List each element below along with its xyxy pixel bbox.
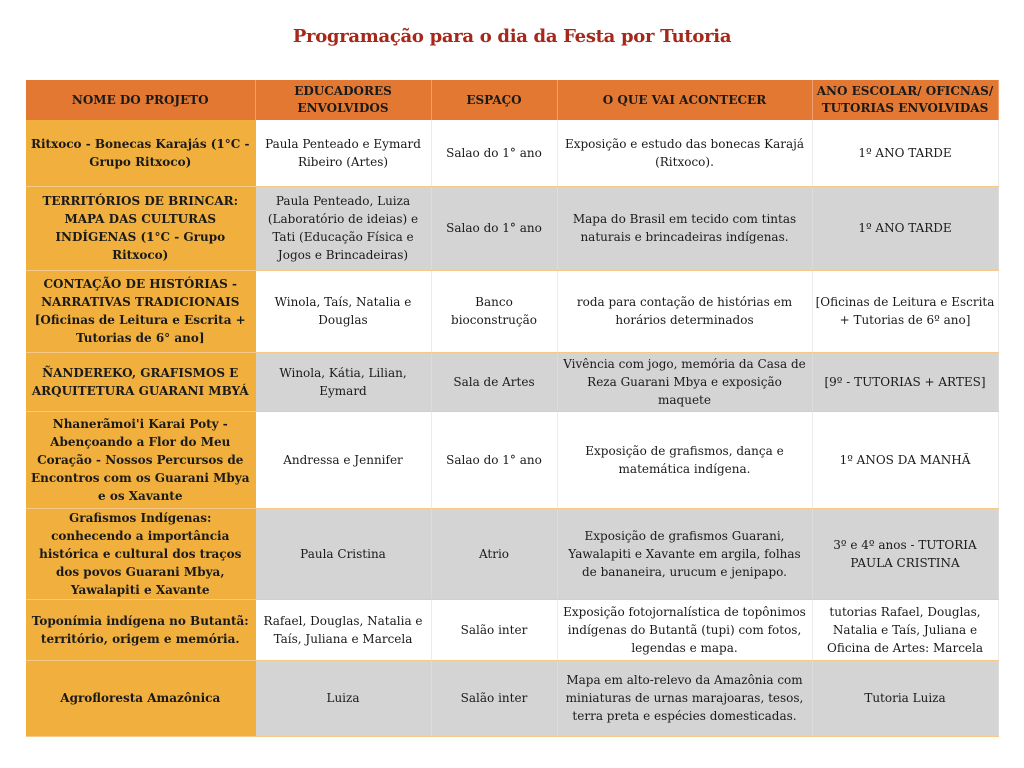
table-row (26, 120, 998, 186)
space-cell: Salão inter (431, 599, 557, 660)
table-row (26, 599, 998, 660)
space-cell: Salão inter (431, 660, 557, 736)
description-cell: Exposição e estudo das bonecas Karajá (Ritxoco). (557, 120, 812, 186)
description-cell: Exposição de grafismos, dança e matemática indígena. (557, 411, 812, 508)
table-row (26, 508, 998, 599)
header-what-happens: O QUE VAI ACONTECER (557, 80, 812, 120)
space-cell: Salao do 1° ano (431, 186, 557, 270)
school-year-cell: 1º ANO TARDE (812, 186, 998, 270)
description-cell: Mapa do Brasil em tecido com tintas naturais e brincadeiras indígenas. (557, 186, 812, 270)
table-row (26, 411, 998, 508)
page-title: Programação para o dia da Festa por Tutoria (292, 26, 732, 47)
educators-cell: Andressa e Jennifer (255, 411, 431, 508)
header-educators: EDUCADORES ENVOLVIDOS (255, 80, 431, 120)
space-cell: Salao do 1° ano (431, 411, 557, 508)
school-year-cell: 1º ANO TARDE (812, 120, 998, 186)
schedule-table (26, 80, 999, 737)
description-cell: Exposição fotojornalística de topônimos indígenas do Butantã (tupi) com fotos, legendas e mapa. (557, 599, 812, 660)
project-name-cell: Toponímia indígena no Butantã: território, origem e memória. (26, 599, 255, 660)
school-year-cell: [Oficinas de Leitura e Escrita + Tutorias de 6º ano] (812, 270, 998, 352)
project-name-cell: Ritxoco - Bonecas Karajás (1°C - Grupo Ritxoco) (26, 120, 255, 186)
educators-cell: Rafael, Douglas, Natalia e Taís, Juliana e Marcela (255, 599, 431, 660)
school-year-cell: tutorias Rafael, Douglas, Natalia e Taís, Juliana e Oficina de Artes: Marcela (812, 599, 998, 660)
table-row (26, 270, 998, 352)
project-name-cell: Nhanerãmoi'i Karai Poty - Abençoando a Flor do Meu Coração - Nossos Percursos de Encontros com os Guarani Mbya e os Xavante (26, 411, 255, 508)
project-name-cell: TERRITÓRIOS DE BRINCAR: MAPA DAS CULTURAS INDÍGENAS (1°C - Grupo Ritxoco) (26, 186, 255, 270)
educators-cell: Paula Penteado e Eymard Ribeiro (Artes) (255, 120, 431, 186)
school-year-cell: 1º ANOS DA MANHÃ (812, 411, 998, 508)
header-project-name: NOME DO PROJETO (26, 80, 255, 120)
project-name-cell: Grafismos Indígenas: conhecendo a importância histórica e cultural dos traços dos povos Guarani Mbya, Yawalapiti e Xavante (26, 508, 255, 599)
school-year-cell: [9º - TUTORIAS + ARTES] (812, 352, 998, 411)
project-name-cell: CONTAÇÃO DE HISTÓRIAS - NARRATIVAS TRADICIONAIS [Oficinas de Leitura e Escrita + Tutorias de 6° ano] (26, 270, 255, 352)
educators-cell: Paula Cristina (255, 508, 431, 599)
header-space: ESPAÇO (431, 80, 557, 120)
description-cell: roda para contação de histórias em horários determinados (557, 270, 812, 352)
space-cell: Salao do 1° ano (431, 120, 557, 186)
description-cell: Vivência com jogo, memória da Casa de Reza Guarani Mbya e exposição maquete (557, 352, 812, 411)
project-name-cell: Agrofloresta Amazônica (26, 660, 255, 736)
description-cell: Mapa em alto-relevo da Amazônia com miniaturas de urnas marajoaras, tesos, terra preta e espécies domesticadas. (557, 660, 812, 736)
table-header-row (26, 80, 998, 120)
school-year-cell: 3º e 4º anos - TUTORIA PAULA CRISTINA (812, 508, 998, 599)
header-school-year: ANO ESCOLAR/ OFICNAS/ TUTORIAS ENVOLVIDAS (812, 80, 998, 120)
table-row (26, 660, 998, 736)
table-row (26, 186, 998, 270)
description-cell: Exposição de grafismos Guarani, Yawalapiti e Xavante em argila, folhas de bananeira, urucum e jenipapo. (557, 508, 812, 599)
educators-cell: Paula Penteado, Luiza (Laboratório de ideias) e Tati (Educação Física e Jogos e Brincadeiras) (255, 186, 431, 270)
school-year-cell: Tutoria Luiza (812, 660, 998, 736)
space-cell: Atrio (431, 508, 557, 599)
table-row (26, 352, 998, 411)
educators-cell: Luiza (255, 660, 431, 736)
educators-cell: Winola, Taís, Natalia e Douglas (255, 270, 431, 352)
educators-cell: Winola, Kátia, Lilian, Eymard (255, 352, 431, 411)
space-cell: Sala de Artes (431, 352, 557, 411)
space-cell: Banco bioconstrução (431, 270, 557, 352)
project-name-cell: ÑANDEREKO, GRAFISMOS E ARQUITETURA GUARANI MBYÁ (26, 352, 255, 411)
